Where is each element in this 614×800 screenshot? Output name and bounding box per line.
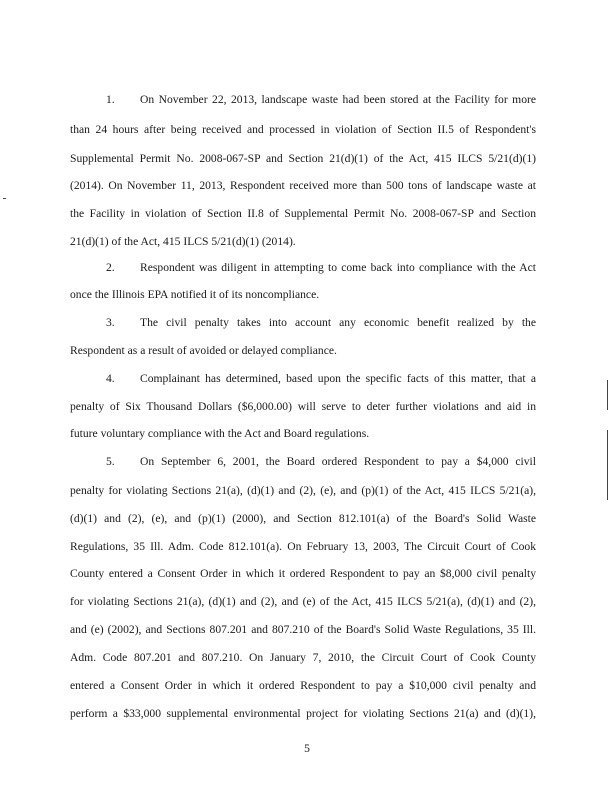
paragraph-5-number: 5.	[106, 455, 115, 468]
paragraph-1-line-6: 21(d)(1) of the Act, 415 ILCS 5/21(d)(1) (2014).	[70, 235, 296, 248]
paragraph-4-text: Complainant has determined, based upon the specific facts of this matter, that a	[140, 372, 536, 385]
paragraph-1-line-4: (2014). On November 11, 2013, Respondent received more than 500 tons of landscape waste at	[70, 179, 536, 192]
paragraph-1-number: 1.	[106, 93, 115, 106]
paragraph-3-number: 3.	[106, 316, 115, 329]
paragraph-5-line-2: penalty for violating Sections 21(a), (d)(1) and (2), (e), and (p)(1) of the Act, 415 ILCS 5/21(a),	[70, 484, 536, 497]
paragraph-5-text: On September 6, 2001, the Board ordered Respondent to pay a $4,000 civil	[140, 455, 536, 468]
paragraph-5-line-4: Regulations, 35 Ill. Adm. Code 812.101(a). On February 13, 2003, The Circuit Court of Cook	[70, 540, 536, 553]
paragraph-3-line-1	[70, 313, 536, 333]
paragraph-1-line-1	[70, 90, 536, 110]
paragraph-4-line-1	[70, 369, 536, 389]
paragraph-3-line-2: Respondent as a result of avoided or delayed compliance.	[70, 344, 337, 357]
paragraph-1-line-2: than 24 hours after being received and processed in violation of Section II.5 of Respondent's	[70, 123, 536, 136]
paragraph-4-line-2: penalty of Six Thousand Dollars ($6,000.00) will serve to deter further violations and aid in	[70, 400, 536, 413]
paragraph-4-line-3: future voluntary compliance with the Act and Board regulations.	[70, 427, 370, 440]
paragraph-2-line-2: once the Illinois EPA notified it of its noncompliance.	[70, 288, 320, 301]
paragraph-5-line-3: (d)(1) and (2), (e), and (p)(1) (2000), and Section 812.101(a) of the Board's Solid Waste	[70, 512, 536, 525]
paragraph-5-line-7: and (e) (2002), and Sections 807.201 and 807.210 of the Board's Solid Waste Regulations, 35 Ill.	[70, 623, 536, 636]
paragraph-1-line-5: the Facility in violation of Section II.8 of Supplemental Permit No. 2008-067-SP and Section	[70, 207, 536, 220]
paragraph-5-line-8: Adm. Code 807.201 and 807.210. On January 7, 2010, the Circuit Court of Cook County	[70, 651, 536, 664]
scan-mark	[3, 198, 6, 199]
paragraph-2-line-1	[70, 258, 536, 278]
page-number: 5	[304, 742, 310, 755]
paragraph-5-line-5: County entered a Consent Order in which it ordered Respondent to pay an $8,000 civil penalty	[70, 567, 536, 580]
paragraph-1-line-3: Supplemental Permit No. 2008-067-SP and Section 21(d)(1) of the Act, 415 ILCS 5/21(d)(1)	[70, 152, 536, 165]
paragraph-5-line-10: perform a $33,000 supplemental environmental project for violating Sections 21(a) and (d)(1),	[70, 707, 536, 720]
paragraph-5-line-6: for violating Sections 21(a), (d)(1) and (2), and (e) of the Act, 415 ILCS 5/21(a), (d)(1) and (2),	[70, 595, 536, 608]
scan-mark	[607, 430, 608, 500]
paragraph-4-number: 4.	[106, 372, 115, 385]
scan-mark	[607, 380, 608, 410]
paragraph-5-line-1	[70, 452, 536, 472]
paragraph-3-text: The civil penalty takes into account any economic benefit realized by the	[140, 316, 536, 329]
paragraph-2-number: 2.	[106, 261, 115, 274]
paragraph-2-text: Respondent was diligent in attempting to come back into compliance with the Act	[140, 261, 536, 274]
paragraph-1-text: On November 22, 2013, landscape waste had been stored at the Facility for more	[140, 93, 536, 106]
paragraph-5-line-9: entered a Consent Order in which it ordered Respondent to pay a $10,000 civil penalty and	[70, 679, 536, 692]
